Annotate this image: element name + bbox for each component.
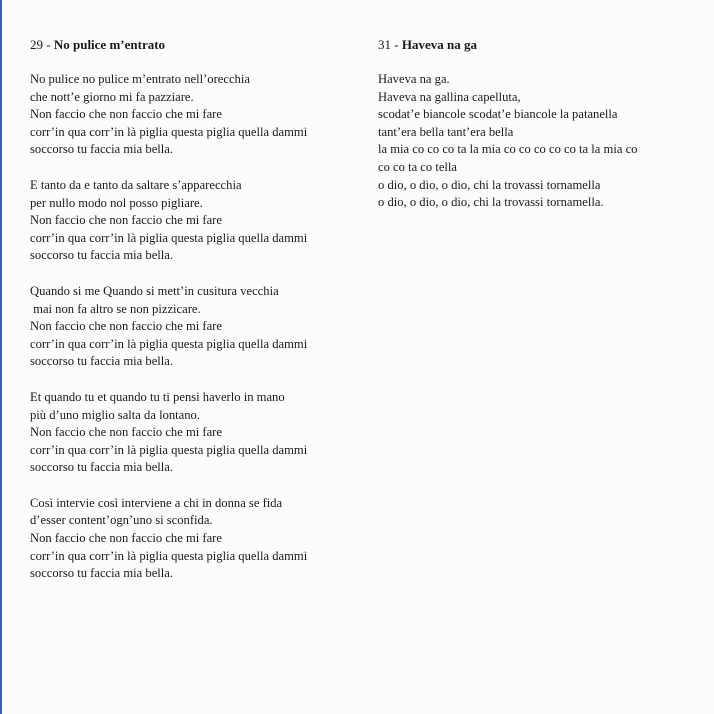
left-column — [30, 36, 350, 601]
lyric-line: corr’in qua corr’in là piglia questa piglia quella dammi — [30, 548, 308, 563]
stanza — [30, 495, 350, 583]
lyric-line: Haveva na gallina capelluta, — [378, 89, 521, 104]
lyric-line: o dio, o dio, o dio, chi la trovassi tornamella. — [378, 195, 604, 210]
right-column — [378, 36, 698, 230]
lyric-line: Non faccio che non faccio che mi fare — [30, 531, 222, 546]
stanza — [30, 177, 350, 265]
lyric-line: Non faccio che non faccio che mi fare — [30, 213, 222, 228]
song-name: Haveva na ga — [401, 37, 477, 52]
song-number: 29 - — [30, 37, 54, 52]
lyric-line: corr’in qua corr’in là piglia questa piglia quella dammi — [30, 442, 308, 457]
stanza — [30, 71, 350, 159]
lyric-line: soccorso tu faccia mia bella. — [30, 142, 174, 157]
lyric-line: soccorso tu faccia mia bella. — [30, 460, 174, 475]
lyric-line: Et quando tu et quando tu ti pensi haverlo in mano — [30, 389, 285, 404]
lyric-line: che nott’e giorno mi fa pazziare. — [30, 89, 194, 104]
stanza — [378, 71, 698, 212]
lyric-line: Non faccio che non faccio che mi fare — [30, 107, 222, 122]
song-title-31 — [378, 36, 698, 54]
stanza — [30, 283, 350, 371]
lyric-line: tant’era bella tant’era bella — [378, 124, 514, 139]
lyric-line: soccorso tu faccia mia bella. — [30, 354, 174, 369]
lyric-line: corr’in qua corr’in là piglia questa piglia quella dammi — [30, 124, 308, 139]
page-edge-line — [0, 0, 2, 714]
stanza — [30, 389, 350, 477]
lyric-line: No pulice no pulice m’entrato nell’orecchia — [30, 72, 250, 86]
lyric-line: soccorso tu faccia mia bella. — [30, 248, 174, 263]
lyric-line: Haveva na ga. — [378, 72, 450, 86]
song-number: 31 - — [378, 37, 402, 52]
lyric-line: corr’in qua corr’in là piglia questa piglia quella dammi — [30, 230, 308, 245]
lyric-line: co co ta co tella — [378, 159, 458, 174]
lyric-line: scodat’e biancole scodat’e biancole la patanella — [378, 107, 618, 122]
lyric-line: soccorso tu faccia mia bella. — [30, 566, 174, 581]
lyric-line: E tanto da e tanto da saltare s’apparecchia — [30, 177, 242, 192]
lyric-line: d’esser content’ogn’uno si sconfida. — [30, 513, 213, 528]
lyric-line: Così intervie così interviene a chi in donna se fida — [30, 495, 283, 510]
lyric-line: la mia co co co ta la mia co co co co co ta la mia co — [378, 142, 638, 157]
song-name: No pulice m’entrato — [53, 37, 166, 52]
lyric-line: o dio, o dio, o dio, chi la trovassi tornamella — [378, 177, 601, 192]
lyric-line: più d’uno miglio salta da lontano. — [30, 407, 200, 422]
lyric-line: Non faccio che non faccio che mi fare — [30, 425, 222, 440]
lyric-line: Non faccio che non faccio che mi fare — [30, 319, 222, 334]
lyric-line: mai non fa altro se non pizzicare. — [30, 301, 201, 316]
lyric-line: corr’in qua corr’in là piglia questa piglia quella dammi — [30, 336, 308, 351]
song-title-29 — [30, 36, 350, 54]
lyric-line: per nullo modo nol posso pigliare. — [30, 195, 203, 210]
lyric-line: Quando si me Quando si mett’in cusitura vecchia — [30, 283, 279, 298]
